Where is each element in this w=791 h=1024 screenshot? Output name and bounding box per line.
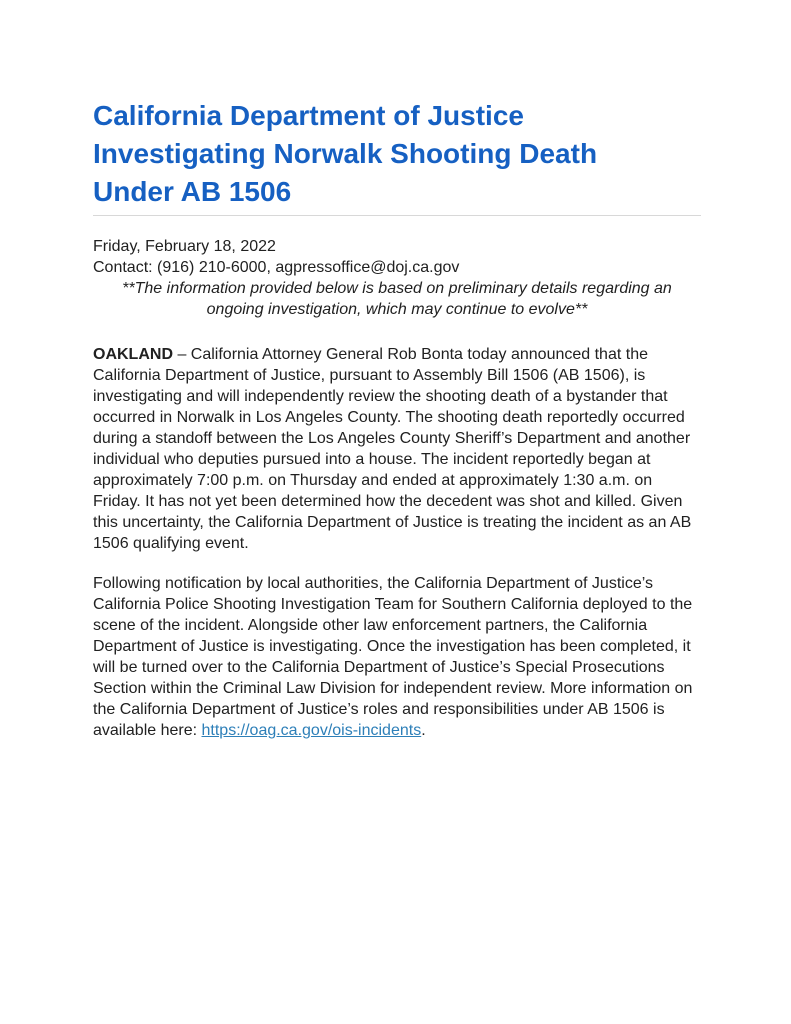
body-paragraph-2	[93, 573, 701, 741]
press-release-content	[93, 97, 701, 741]
contact-line: Contact: (916) 210-6000, agpressoffice@doj.ca.gov	[93, 259, 460, 276]
body-paragraph-1	[93, 344, 701, 554]
paragraph-1-text: – California Attorney General Rob Bonta today announced that the California Department of Justice, pursuant to Assembly Bill 1506 (AB 1506), is investigating and will independently review the shooting death of a bystander that occurred in Norwalk in Los Angeles County. The shooting death reportedly occurred during a standoff between the Los Angeles County Sheriff’s Department and another individual who deputies pursued into a house. The incident reportedly began at approximately 7:00 p.m. on Thursday and ended at approximately 1:30 a.m. on Friday. It has not yet been determined how the decedent was shot and killed. Given this uncertainty, the California Department of Justice is treating the incident as an AB 1506 qualifying event.	[93, 346, 692, 552]
paragraph-2-text: Following notification by local authorities, the California Department of Justice’s California Police Shooting Investigation Team for Southern California deployed to the scene of the incident. Alongside other law enforcement partners, the California Department of Justice is investigating. Once the investigation has been completed, it will be turned over to the California Department of Justice’s Special Prosecutions Section within the Criminal Law Division for independent review. More information on the California Department of Justice’s roles and responsibilities under AB 1506 is available here:	[93, 575, 693, 739]
preliminary-info-disclaimer: **The information provided below is based on preliminary details regarding an ongoing investigation, which may continue to evolve**	[122, 280, 672, 318]
page-title-line-1: California Department of Justice	[93, 100, 524, 131]
page-title	[93, 97, 701, 211]
date-line: Friday, February 18, 2022	[93, 238, 276, 255]
page-title-line-3: Under AB 1506	[93, 176, 292, 207]
ois-incidents-link[interactable]: https://oag.ca.gov/ois-incidents	[201, 722, 422, 739]
page-title-line-2: Investigating Norwalk Shooting Death	[93, 138, 598, 169]
title-divider	[93, 215, 701, 216]
dateline-oakland: OAKLAND	[93, 346, 173, 363]
paragraph-2-text-after-link: .	[421, 722, 426, 739]
